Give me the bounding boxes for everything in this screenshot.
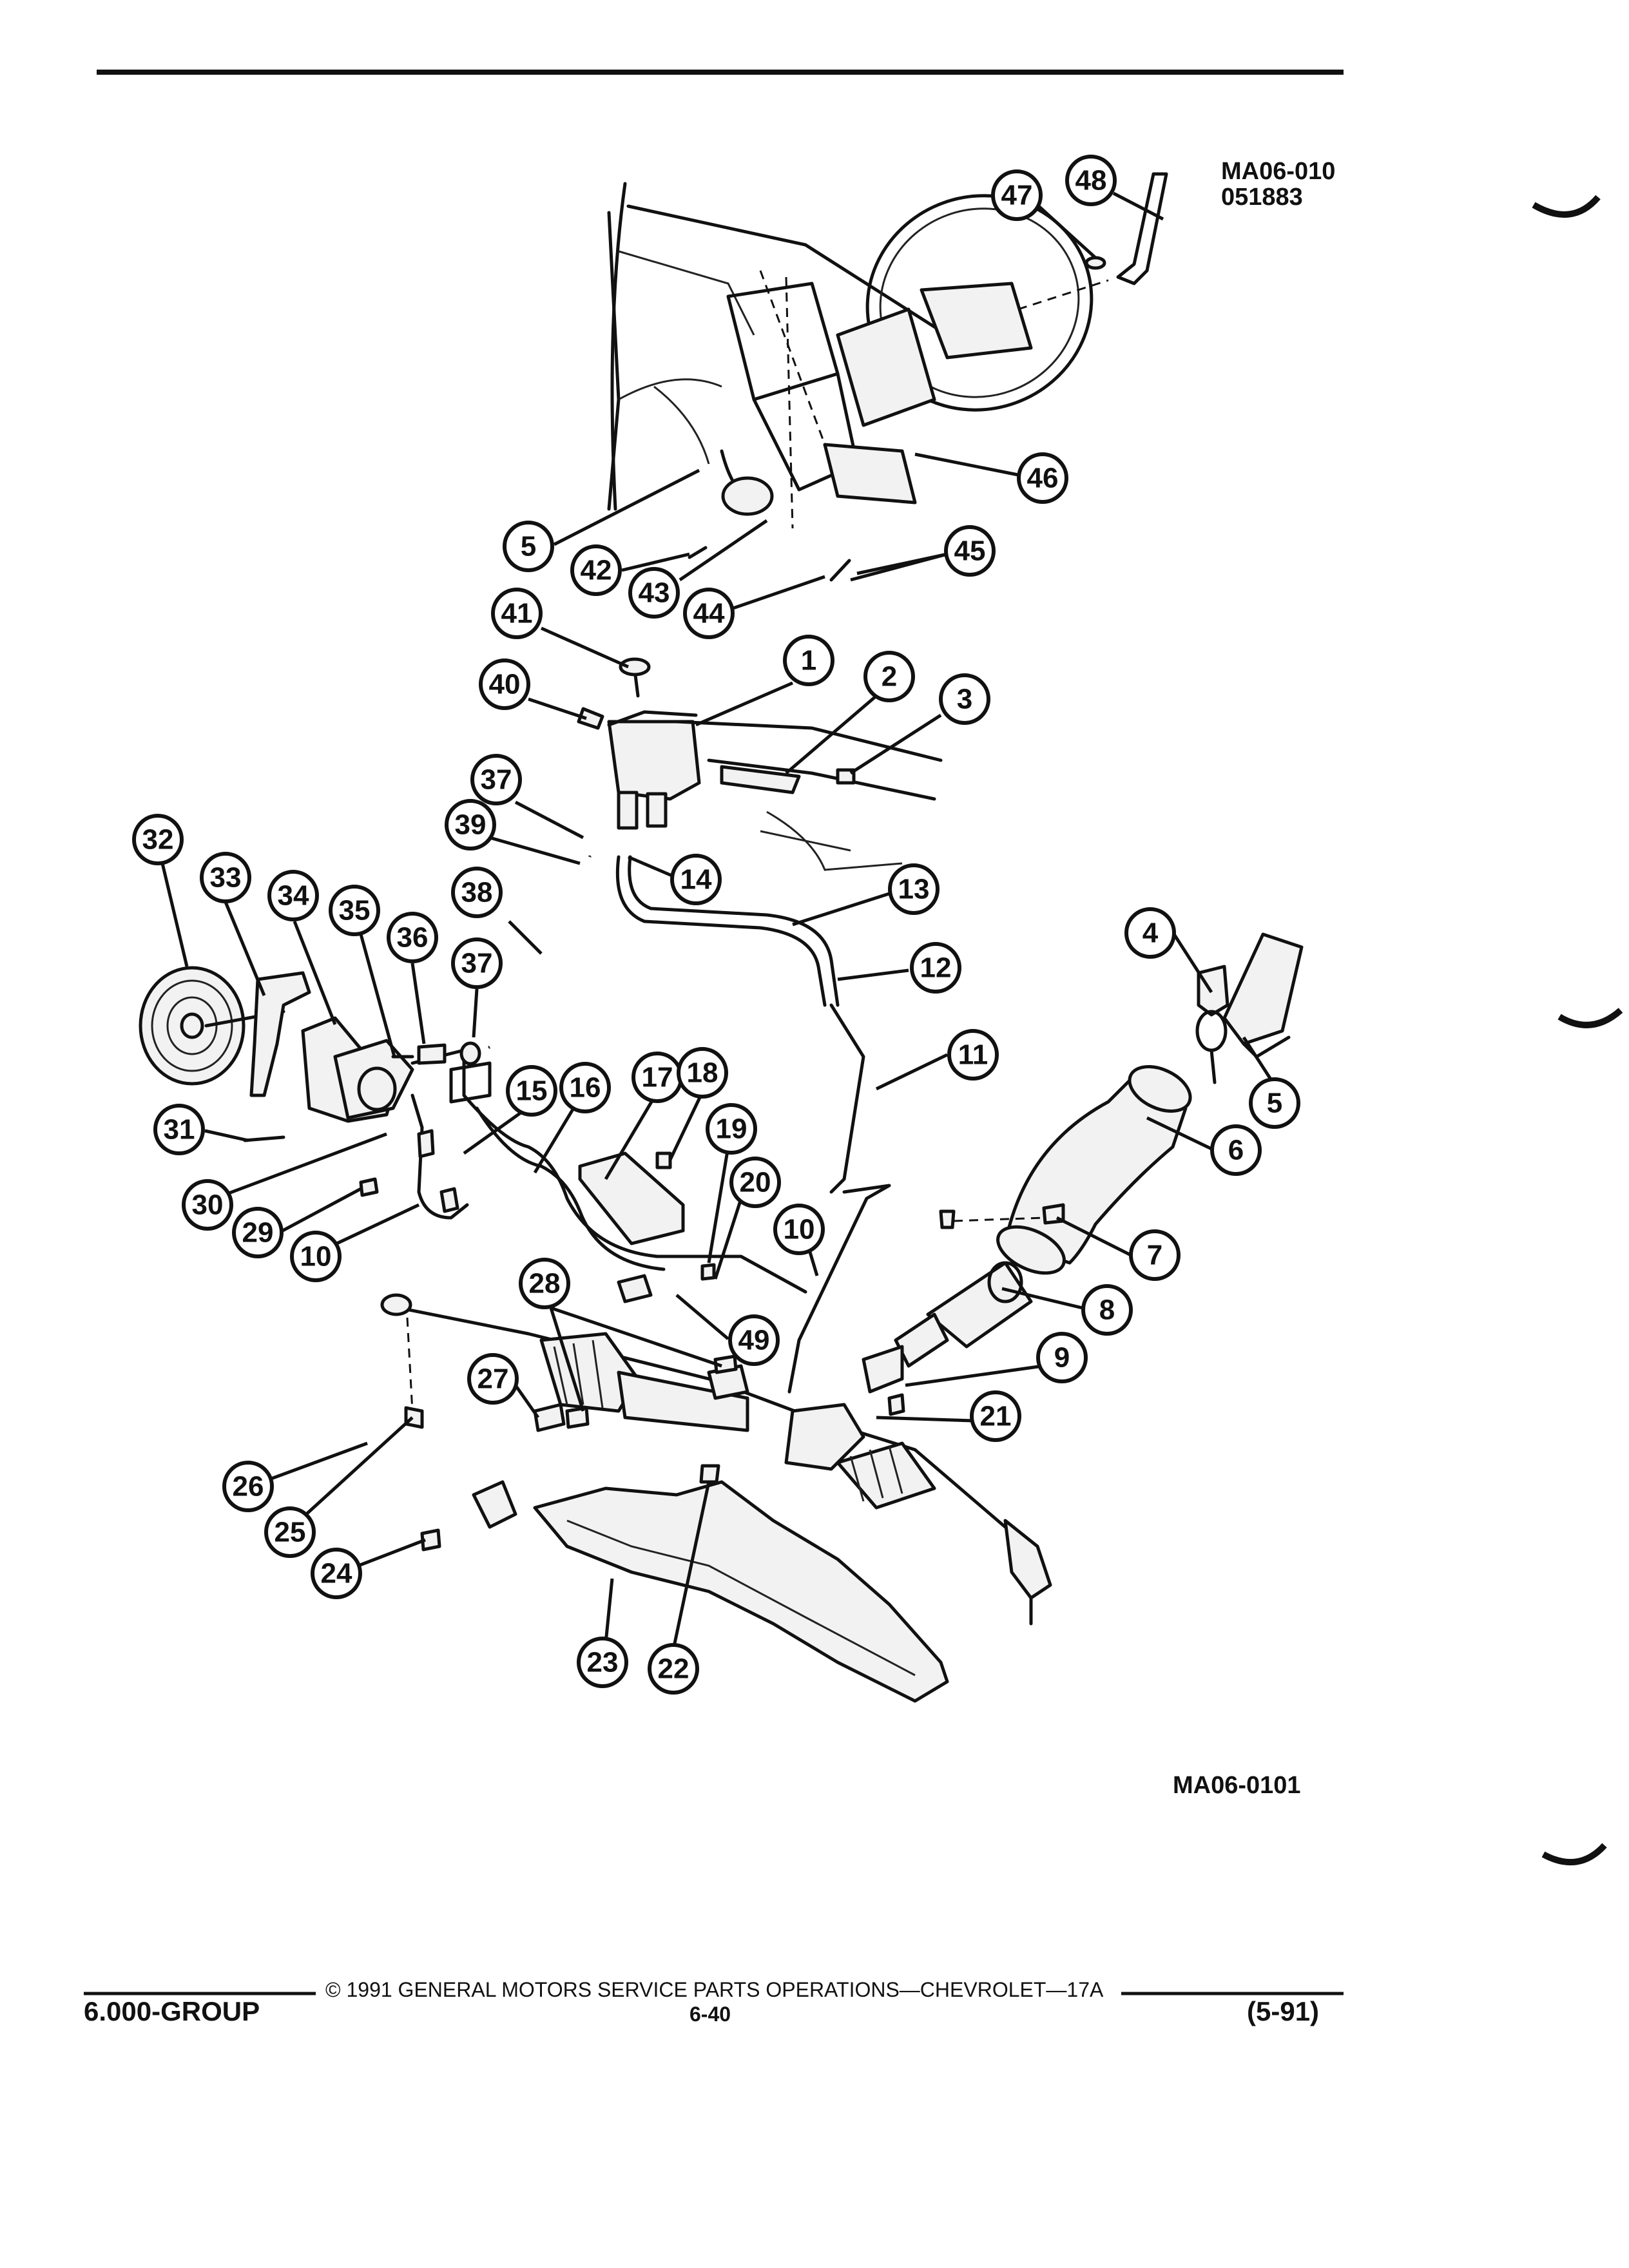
callout-30-label: 30	[191, 1189, 224, 1221]
callout-9-label: 9	[1054, 1341, 1070, 1374]
pump-assembly	[140, 968, 479, 1211]
callout-10-right	[775, 1206, 823, 1253]
callout-11-label: 11	[958, 1039, 988, 1071]
callout-28-label: 28	[528, 1267, 561, 1300]
callout-33	[202, 854, 249, 901]
callout-18-label: 18	[686, 1057, 718, 1089]
callout-22-label: 22	[657, 1653, 689, 1685]
callout-40	[481, 660, 528, 708]
callout-39-label: 39	[454, 809, 487, 841]
callout-43-label: 43	[638, 577, 670, 609]
callout-37-lower-label: 37	[461, 947, 493, 979]
callout-49-label: 49	[738, 1324, 770, 1356]
callout-27-label: 27	[477, 1363, 509, 1395]
callout-37-lower	[453, 939, 501, 987]
callout-12	[912, 944, 959, 992]
callout-12-label: 12	[920, 952, 952, 984]
callout-32	[134, 816, 182, 863]
callout-14	[672, 856, 720, 903]
callout-1	[785, 637, 833, 684]
callout-40-label: 40	[488, 668, 521, 700]
callout-47-label: 47	[1001, 179, 1033, 211]
footer-page: 6-40	[689, 2003, 731, 2026]
callout-3-label: 3	[956, 683, 973, 715]
leader-lines	[162, 193, 1271, 1649]
callout-5-upper-label: 5	[520, 530, 537, 562]
callout-8-label: 8	[1099, 1294, 1115, 1326]
callout-6	[1212, 1126, 1260, 1174]
callout-45	[946, 527, 994, 575]
callout-33-label: 33	[209, 861, 242, 894]
callout-19-label: 19	[715, 1113, 747, 1145]
callout-35-label: 35	[338, 894, 371, 927]
callout-30	[184, 1181, 231, 1229]
callout-24-label: 24	[320, 1557, 352, 1590]
callout-13	[890, 865, 938, 913]
code-bottom: MA06-0101	[1173, 1772, 1301, 1799]
bracket-shield	[580, 1153, 714, 1302]
callout-27	[469, 1355, 517, 1403]
callout-31-label: 31	[163, 1113, 195, 1146]
callout-19	[708, 1105, 755, 1153]
callout-44	[685, 590, 733, 637]
callout-34	[269, 872, 317, 919]
callout-18	[679, 1049, 726, 1097]
callout-32-label: 32	[142, 823, 174, 856]
callout-14-label: 14	[680, 863, 712, 896]
binder-mark-2	[1559, 1010, 1621, 1025]
callout-41	[493, 590, 541, 637]
callout-22	[650, 1645, 697, 1693]
callout-26	[224, 1463, 272, 1510]
binder-mark-1	[1534, 197, 1598, 215]
binder-mark-3	[1543, 1845, 1605, 1862]
callout-37-upper	[472, 756, 520, 803]
callout-9	[1038, 1334, 1086, 1381]
steering-column-assembly	[609, 164, 1166, 580]
callout-17-label: 17	[641, 1061, 673, 1093]
callout-23	[579, 1639, 626, 1686]
callout-48	[1067, 157, 1115, 204]
callout-28	[521, 1260, 568, 1307]
code-top-line2: 051883	[1221, 184, 1303, 211]
callout-31	[155, 1106, 203, 1153]
callout-20	[731, 1158, 779, 1206]
footer-copyright: © 1991 GENERAL MOTORS SERVICE PARTS OPERATIONS—CHEVROLET—17A	[325, 1978, 1104, 2001]
callout-10-left-label: 10	[300, 1240, 332, 1273]
callout-46-label: 46	[1027, 462, 1059, 494]
callout-6-label: 6	[1228, 1134, 1244, 1166]
callout-5-lower	[1251, 1079, 1298, 1127]
footer-revision: (5-91)	[1247, 1996, 1320, 2026]
callout-4-label: 4	[1142, 917, 1159, 949]
callout-45-label: 45	[954, 535, 986, 567]
callout-49	[730, 1316, 778, 1364]
callout-38	[453, 869, 501, 916]
callout-35	[331, 887, 378, 934]
callout-38-label: 38	[461, 876, 493, 908]
callout-36	[389, 914, 436, 961]
callout-3	[941, 675, 988, 723]
callout-8	[1083, 1286, 1131, 1334]
callout-13-label: 13	[898, 873, 930, 905]
callout-17	[633, 1053, 681, 1101]
callout-5-upper	[505, 523, 552, 570]
callout-34-label: 34	[277, 879, 309, 912]
callout-43	[630, 569, 678, 617]
hoses	[412, 857, 889, 1392]
callout-15-label: 15	[516, 1075, 548, 1107]
callout-20-label: 20	[739, 1166, 771, 1198]
callout-29-label: 29	[242, 1216, 274, 1249]
callout-37-upper-label: 37	[480, 764, 512, 796]
callout-24	[313, 1550, 360, 1597]
footer-group: 6.000-GROUP	[84, 1996, 260, 2026]
callout-1-label: 1	[800, 644, 817, 677]
callout-16-label: 16	[569, 1072, 601, 1104]
callout-21	[972, 1392, 1019, 1440]
callout-26-label: 26	[232, 1470, 264, 1503]
callout-2	[865, 653, 913, 700]
callout-10-right-label: 10	[783, 1213, 815, 1245]
callout-41-label: 41	[501, 597, 533, 629]
callout-29	[234, 1209, 282, 1256]
callout-10-left	[292, 1233, 340, 1280]
callout-42-label: 42	[580, 554, 612, 586]
callout-4	[1126, 909, 1174, 957]
callout-47	[993, 171, 1041, 219]
callout-46	[1019, 454, 1066, 502]
callout-5-lower-label: 5	[1266, 1087, 1283, 1119]
callout-7	[1131, 1231, 1179, 1279]
callout-23-label: 23	[586, 1646, 619, 1678]
callout-2-label: 2	[881, 660, 898, 693]
callout-25	[266, 1508, 314, 1556]
callout-15	[508, 1067, 555, 1115]
callout-39	[447, 801, 494, 849]
code-top-line1: MA06-010	[1221, 158, 1336, 185]
callout-16	[561, 1064, 609, 1111]
callout-7-label: 7	[1146, 1239, 1163, 1271]
callout-21-label: 21	[979, 1400, 1012, 1432]
callout-11	[949, 1031, 997, 1079]
callout-44-label: 44	[693, 597, 725, 629]
callout-42	[572, 546, 620, 594]
callout-25-label: 25	[274, 1516, 306, 1548]
callout-36-label: 36	[396, 921, 429, 954]
callout-48-label: 48	[1075, 164, 1107, 197]
